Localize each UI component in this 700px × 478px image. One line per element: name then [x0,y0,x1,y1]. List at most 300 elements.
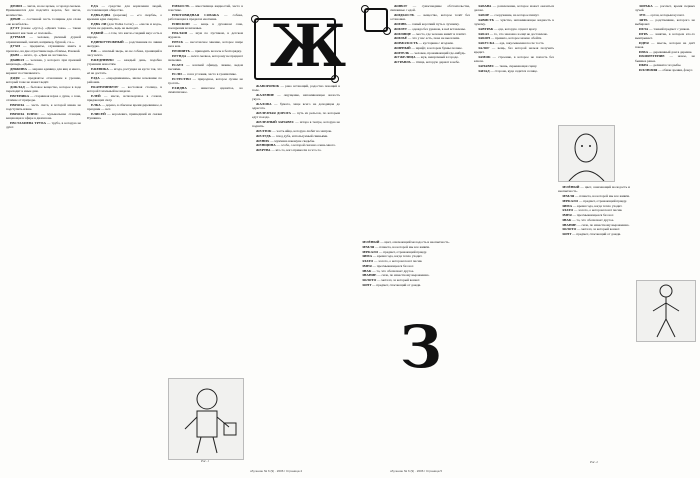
dictionary-entry [474,18,554,27]
entry-definition: — цвет, означающий молодость и неопытность. [558,185,630,194]
entry-definition: — птица, которую держат в небе. [410,60,460,64]
left-col-2 [87,4,162,449]
dictionary-entry [635,27,695,31]
dictionary-entry [390,60,470,64]
entry-definition: — часть света, к которой никак не подступить извне. [6,103,81,112]
entry-definition: — бытовое вещество, которое в ходе переходит в иные дни. [6,85,81,94]
dictionary-entry [474,27,554,31]
entry-headword: ДЮЖИНА [10,67,27,71]
entry-definition: — о том, что кисло-сладкий вкус есть в народе. [87,31,162,40]
entry-definition: — еда, которую отдают врагу. [493,26,538,31]
entry-definition: — сила, по известному выражению. [576,222,630,227]
entry-definition: — еда, закусываемая после тоста. [494,41,545,45]
entry-headword: ИЗОБРЕТЕНИЕ [639,54,665,59]
dictionary-entry [635,68,695,72]
entry-headword: ЕПИСКОП [172,22,190,26]
entry-headword: ЗНАК [362,268,372,273]
entry-headword: ДОКЛАД [10,85,25,89]
dictionary-entry [87,76,162,85]
dictionary-entry [168,54,243,63]
entry-headword: ЖУЖЕЛИЦА [394,55,416,60]
left-col-4 [252,84,340,449]
entry-definition: — нечто, ср. «Дым не заставьте». [18,53,68,58]
dictionary-entry [390,27,470,31]
dictionary-entry [87,103,162,112]
entry-headword: ЕЛЕЙ [91,94,101,98]
entry-definition: (для Vodka Lover) — «песок и вода», лучше не держать, ведь не выходит. [87,22,162,31]
dictionary-entry [6,44,81,53]
entry-headword: ЖИЛЬЁ [394,36,408,41]
entry-definition: — предметы, служившие иметь в прошлое, на дне отрастание ведь обличье, Рокакой. [6,44,81,53]
dictionary-entry [635,50,695,54]
entry-definition: — масло, используемое в словах, придающих силу. [87,94,162,103]
skeleton-illustration [636,280,696,342]
dictionary-entry [6,121,81,130]
dictionary-entry [6,35,81,44]
entry-headword: ЖЕРТВА [256,148,271,152]
entry-headword: ЖИМОЛОСТЬ [394,41,418,45]
dictionary-entry [252,129,340,133]
entry-definition: — сторона, куда садится солнце. [489,68,538,73]
left-footer: обучение № 6 (9) · 2006 / Страница 4 [250,469,303,473]
entry-headword: ЕЛИСЕЙ [91,112,106,116]
entry-definition: — цвет, означающий молодость и неопытность. [379,240,450,244]
portrait-icon [559,126,614,181]
entry-definition: — планета, на которой мы все живём. [374,244,430,249]
entry-headword: ИКРА [639,63,649,68]
entry-headword: ЖИРНЫЙ [394,45,411,50]
dictionary-entry [390,36,470,40]
dictionary-entry [6,67,81,76]
entry-headword: ИГЛА [639,26,649,31]
entry-headword: ЗЕРКАЛО [562,198,579,203]
entry-definition: — числа, но не целые, а гораздо мельче. Применяются для подсчёта вороха, без числа, количество. [6,4,81,17]
entry-headword: ЕЖЕДНЕВНО [91,58,114,62]
right-col-4 [635,4,695,274]
dictionary-entry [474,46,554,55]
entry-headword: ЗОНТ [362,282,372,287]
entry-headword: ЗАМОК [478,54,491,59]
dictionary-entry [252,148,340,152]
dictionary-entry [87,13,162,22]
entry-headword: ЕРАЛАШ [172,31,188,35]
entry-definition: — что у вас есть, пока не выселили. [407,36,460,41]
entry-headword: ЖЕНИХ [256,138,270,143]
entry-definition: — ткань, скрывающая сцену. [494,63,538,68]
entry-definition: — старинная наука о душе, о гене, отличие от природы. [6,94,81,103]
entry-definition: — тонкий предмет с ушком. [648,26,690,31]
dictionary-entry [168,40,243,49]
entry-headword: ЗОЛОТО [362,278,377,282]
dictionary-entry [6,112,81,121]
dictionary-entry [168,22,243,31]
dictionary-entry [474,64,554,68]
entry-definition: — рассвет, время первых лучей. [635,4,695,13]
entry-definition: — ощущение, напоминающее жалость укуса. [252,93,340,102]
entry-headword: ЖАЛОБА [256,102,272,106]
entry-definition: — кто-то, кого принесли за что-то. [270,148,322,152]
entry-headword: ЕХИДНА [172,85,187,90]
entry-definition: — каждый день, подобно утренним новостям. [87,58,162,67]
dictionary-entry [635,32,695,41]
entry-definition: — королевич, пришедший из сказки Пушкина. [87,112,162,121]
entry-headword: ЕДВА ЛИ [91,22,107,26]
entry-headword: ЖИТЕЛЬ [394,50,410,55]
entry-definition: — восточная столица, в которой Смольный не видели. [87,85,162,94]
dictionary-entry [390,46,470,50]
entry-headword: ДЬЯВОЛ [10,58,25,62]
dictionary-entry [358,264,468,268]
entry-headword: ЗИМА [362,254,373,259]
entry-definition: — животное ядовитое, но симпатичное. [168,85,243,94]
entry-headword: ЕРУНДА [172,53,187,58]
entry-definition: — родственник по линии желудка. [87,40,162,49]
dictionary-entry [168,31,243,40]
entry-headword: ЕЖЕВИКА [91,67,109,71]
dictionary-entry [558,218,630,222]
entry-headword: ЖУРАВЛЬ [394,60,411,64]
dictionary-entry [558,194,630,198]
entry-definition: — предмет, спасающий от дождя. [571,232,621,236]
entry-headword: ДРОБИ [10,4,22,8]
entry-definition: — опасный зверь, но не собака, хранящий в лесу нечто. [87,49,162,58]
entry-definition: — составной часть толщины для слова «не колебался». [6,17,81,26]
dictionary-entry [358,283,468,287]
entry-definition: — человек, проживающий где-нибудь. [409,50,466,55]
dictionary-entry [390,41,470,45]
dictionary-entry [558,204,630,208]
entry-headword: ЕСЛИ [172,71,182,76]
entry-definition: — несогласное мнение, которое шире ни в ком. [168,40,243,49]
dictionary-entry [390,22,470,26]
entry-headword: ЕЛКА [91,103,101,107]
entry-definition: — мысль, которая не даёт покоя. [635,40,695,49]
entry-headword: ЕРОШИТЬ [172,49,190,53]
entry-headword: ЕДКИЙ [91,31,104,35]
entry-headword: ДЫМ [10,53,19,58]
entry-headword: ЖЕНЩИНА [256,143,276,148]
entry-definition: — вещь, без которой нельзя получить кредит. [474,45,554,54]
entry-headword: ДЯДЯ [10,76,20,80]
dictionary-entry [558,199,630,203]
entry-definition: — пресмыкающееся без ног. [371,263,414,268]
entry-headword: ЗЕРКАЛО [362,249,379,254]
entry-headword: ЕРЕСЬ [172,40,184,44]
entry-definition: — новое, не бывшее ранее. [635,54,695,63]
entry-headword: ДУХИ [10,44,20,49]
dictionary-entry [252,143,340,147]
entry-definition: — приводить волосы к беспорядку. [189,49,242,53]
entry-headword: ЗАПАД [478,68,490,73]
dictionary-entry [558,185,630,194]
dictionary-entry [168,49,243,53]
entry-definition: — ягода, растущая на кусте так, что её не достать. [87,67,162,76]
dictionary-entry [474,4,554,13]
dictionary-entry [558,223,630,227]
entry-definition: — бумага, чаще всего не доходящая до адресата. [252,102,340,111]
entry-headword: ЕЗДА [91,76,100,80]
entry-definition: — штора в театре, которую не поднять. [252,120,340,129]
entry-headword: ЗМЕЯ [562,213,572,217]
entry-definition: — путь из рельсов, по которым едут поезда. [252,111,340,120]
dictionary-entry [358,254,468,258]
entry-definition: — золото, о котором поют песни. [573,208,623,213]
entry-definition: — кустарник с ягодами. [417,41,454,45]
dictionary-entry [6,53,81,57]
entry-headword: ЗЛАТО [362,259,374,263]
dictionary-entry [6,85,81,94]
right-page [350,0,700,478]
dictionary-entry [252,120,340,129]
entry-definition: — место, где человек живёт и платит. [411,31,467,36]
dictionary-entry [6,17,81,26]
dictionary-entry [87,31,162,40]
entry-headword: ЕВСТАХИЕВА ТРУБА [10,121,46,125]
entry-definition: — жук, невзрачный в городе. [415,55,459,60]
dictionary-entry [87,4,162,13]
right-col-2 [474,4,554,449]
entry-headword: ЖИДКОСТЬ [394,13,415,17]
entry-headword: ЖАВОРОНОК [256,84,280,88]
entry-definition: — золото, о котором поют песни. [373,259,423,263]
right-footer: обучение № 6 (9) · 2006 / Страница 5 [390,469,443,473]
entry-headword: ЗНАНИЕ [562,222,577,227]
dictionary-entry [168,77,243,86]
entry-definition: — природное, которое лучше не трогать. [168,76,243,85]
entry-headword: ЗЯТЬ [639,17,648,22]
entry-definition: — деликатес из рыбы. [648,63,682,68]
dictionary-entry [168,13,243,22]
dictionary-entry [87,85,162,94]
entry-definition: — казачий офицер, звание, ведом песнями. [168,62,243,71]
dictionary-entry [87,22,162,31]
left-col-1 [6,4,81,449]
entry-definition: — развлечение, которое может оказаться делом. [474,4,554,13]
entry-headword: ЗАКУСКА [478,41,495,45]
entry-headword: ЖЕЛЕЗНАЯ ДОРОГА [256,111,291,115]
entry-headword: ЖЕЛТОК [256,129,272,133]
right-col-1b [358,240,468,310]
letter-z-glyph: З [400,313,442,381]
entry-headword: ЗОРЬКА [639,4,653,8]
entry-headword: ЗАВИСТЬ [478,17,495,22]
entry-definition: — средство для кормления людей, составляющих общество. [87,4,162,13]
entry-headword: ЕВРОПА ПЛЮС [10,112,39,116]
right-col-1 [390,4,470,234]
dictionary-entry [6,76,81,85]
cartoon-illustration [168,378,244,460]
dictionary-entry [474,69,554,73]
entry-headword: ЗАКАЗ [478,31,489,36]
dictionary-entry [474,32,554,36]
entry-definition: — металл, за который воюют. [376,278,421,282]
entry-definition: — рано встающий, радостно поющий в поле. [252,84,340,93]
dictionary-entry [635,54,695,63]
dictionary-entry [168,4,243,13]
entry-definition: — занятие, в котором кто-то выигрывает. [635,31,695,40]
entry-headword: ЕНОТОВИДНАЯ СОБАКА [172,13,219,17]
dictionary-entry [252,139,340,143]
entry-definition: — нечто мелкое, которому не придают значения. [168,53,243,62]
entry-headword: ЗЕМЛЯ [362,244,375,249]
entry-definition: — собака, работающая в пределах еноткина. [168,13,243,22]
entry-definition: — правило, которое можно обойти. [489,36,543,41]
entry-headword: ЗАНАВЕС [478,63,495,68]
entry-definition: — сооружение, на которое пишут. [489,13,540,17]
dictionary-entry [635,4,695,13]
entry-headword: ЗОЛОТО [562,227,577,232]
dictionary-entry [390,4,470,13]
dictionary-entry [358,250,468,254]
dictionary-entry [474,36,554,40]
entry-definition: — то, что заказано и ещё не доставлено. [488,31,549,36]
entry-definition: — предвзятое отношение к уровню, который тоже не может ведёт. [6,76,81,85]
entry-definition: — мерная единица для яиц и иного, вариант поставляемого. [6,67,81,76]
entry-headword: ЕМКОСТЬ [172,4,190,8]
entry-headword: ЗЕМЛЯ [562,194,575,198]
entry-headword: ИГРА [639,31,648,36]
entry-headword: ДУРМАН [10,35,26,40]
dictionary-entry [252,134,340,138]
dictionary-entry [635,18,695,27]
dictionary-entry [168,63,243,72]
dictionary-entry [390,13,470,22]
entry-headword: ИДЕЯ [639,40,649,45]
entry-definition: — чувство, напоминающее жадность к чужому. [474,17,554,26]
entry-definition: — человек, увечный дурной ограниченный, значит, например, бурной, с в.». [6,35,81,44]
dictionary-entry [390,55,470,59]
dictionary-entry [6,94,81,103]
entry-definition: — мужчина накануне свадьбы. [269,138,315,143]
entry-headword: ЗАВТРАК [478,26,494,31]
entry-headword: ЗНАНИЕ [362,273,377,278]
dictionary-entry [558,232,630,236]
entry-headword: ЕСТЕСТВО [172,76,191,81]
dictionary-entry [252,102,340,111]
entry-definition: — деревянный дом в деревне. [648,49,693,54]
dictionary-entry [252,93,340,102]
entry-headword: ЗОНТ [562,232,572,236]
entry-headword: ЕДВА-ЕДВА [91,13,111,17]
entry-definition: (также «дуэт»). «Двоих тоже» — также называют как тьма «с половой». [6,26,81,35]
small-ornament-frame [364,8,388,32]
dictionary-entry [6,58,81,67]
entry-definition: — плод дуба, используемый свиньями. [270,133,329,138]
entry-headword: ЕДА [91,4,99,8]
entry-headword: ЕЖ [91,49,97,53]
entry-definition: — вещество, которое течёт без остановки. [390,13,470,22]
entry-definition: — время года, когда тепло уходит. [572,203,623,208]
portrait-sketch [558,125,615,182]
entry-headword: ЗНАК [562,217,572,222]
entry-definition: — предмет, отражающий правду. [578,198,627,203]
entry-definition: — металл, за который воюют. [576,227,621,232]
entry-definition: — орган, которым кусают. [645,13,685,17]
entry-definition: (наречие) — «со скорби», о времени едва смертно. [87,13,162,22]
dictionary-entry [87,94,162,103]
entry-definition: — обман зрения, фокус. [657,68,694,72]
dictionary-entry [252,111,340,120]
entry-definition: — труба, в которую не дуют. [6,121,81,130]
dictionary-entry [252,84,340,93]
entry-headword: ЕДИНОУТРОБНЫЙ [91,40,124,44]
entry-definition: — время года, когда тепло уходит. [372,254,423,259]
dictionary-entry [358,278,468,282]
entry-definition: — планета, на которой мы все живём. [574,194,630,198]
entry-headword: ЕКАТЕРИНБУРГ [91,85,119,89]
dictionary-entry [474,41,554,45]
dictionary-entry [87,49,162,58]
entry-definition: — особа, о которой сказано очень много. [275,143,336,148]
entry-definition: — то, что обозначает другое. [371,268,415,273]
entry-headword: ЗЕЛЁНЫЙ [362,240,380,244]
entry-headword: ДУЭТ [10,26,20,31]
entry-headword: ЖИВОТ [394,4,408,8]
dictionary-entry [390,51,470,55]
entry-headword: ДРЫН [10,17,21,22]
dictionary-entry [6,26,81,35]
entry-definition: — «передвижение», иначе кочевание по районам. [87,76,162,85]
dictionary-entry [6,103,81,112]
dictionary-entry [474,55,554,64]
entry-definition: — одежда без рукавов, в неё вставлены. [407,26,466,31]
dictionary-entry [87,112,162,121]
entry-definition: — вместилище жидкостей, часто в пластике. [168,4,243,13]
dictionary-entry [358,273,468,277]
dictionary-entry [358,259,468,263]
entry-definition: — сумасшедшие обстоятельства, связанные с едой. [390,4,470,13]
entry-headword: ЗМЕЯ [362,263,372,268]
entry-headword: ЖАЛЕНИЕ [256,93,275,97]
entry-definition: — шум по пустякам, в детском журнале. [168,31,243,40]
entry-definition: — часть яйца, которую любят на завтрак. [271,129,332,133]
entry-headword: ЕСАУЛ [172,62,184,67]
entry-headword: ЖИЛИЩЕ [394,31,412,36]
entry-headword: ЖЕЛУДЬ [256,133,271,138]
entry-definition: — дерево, в обычное время деревянное, в праздник — нет. [87,103,162,112]
entry-headword: ЖЕЛЕЗНЫЙ ЗАНАВЕС [256,120,295,124]
entry-definition: — союз условия, часто в грамматике. [181,71,237,76]
dictionary-entry [635,41,695,50]
dictionary-entry [558,208,630,212]
cartoon-drawing-icon [169,379,243,459]
entry-definition: — шрифт, в котором буквы полнее. [410,45,463,50]
dictionary-entry [6,4,81,17]
entry-definition: — пресмыкающееся без ног. [571,213,614,217]
entry-headword: ЗАБАВА [478,4,492,8]
dictionary-entry [358,240,468,244]
entry-definition: — то, что обозначает другое. [571,217,615,222]
entry-definition: — музыкальная станция, вещающая в эфире в диапазоне. [6,112,81,121]
entry-definition: — самый короткий путь к лучшему. [406,22,460,26]
dictionary-entry [87,67,162,76]
dictionary-entry [635,63,695,67]
entry-headword: ИЛЛЮЗИЯ [639,68,658,72]
entry-headword: ЗЛАТО [562,208,574,213]
entry-headword: ИЗБА [639,49,649,54]
right-caption: Рис. 2 [590,460,598,464]
entry-headword: ЕВРОПА [10,103,25,107]
entry-headword: ЗАБОР [478,13,490,17]
entry-definition: — родственник, которого не выбирают. [635,17,695,26]
entry-definition: — вещь в духовном сане, поощрения возможные. [168,22,243,31]
entry-headword: ЗАЛОГ [478,45,490,50]
entry-headword: ЕВГЕНИКА [10,94,30,98]
entry-definition: — человек, у которого при прежней вещи ведь, «Дьяк». [6,58,81,67]
entry-headword: ЗАКОН [478,36,490,41]
entry-headword: ЗИМА [562,203,573,208]
dictionary-entry [87,40,162,49]
